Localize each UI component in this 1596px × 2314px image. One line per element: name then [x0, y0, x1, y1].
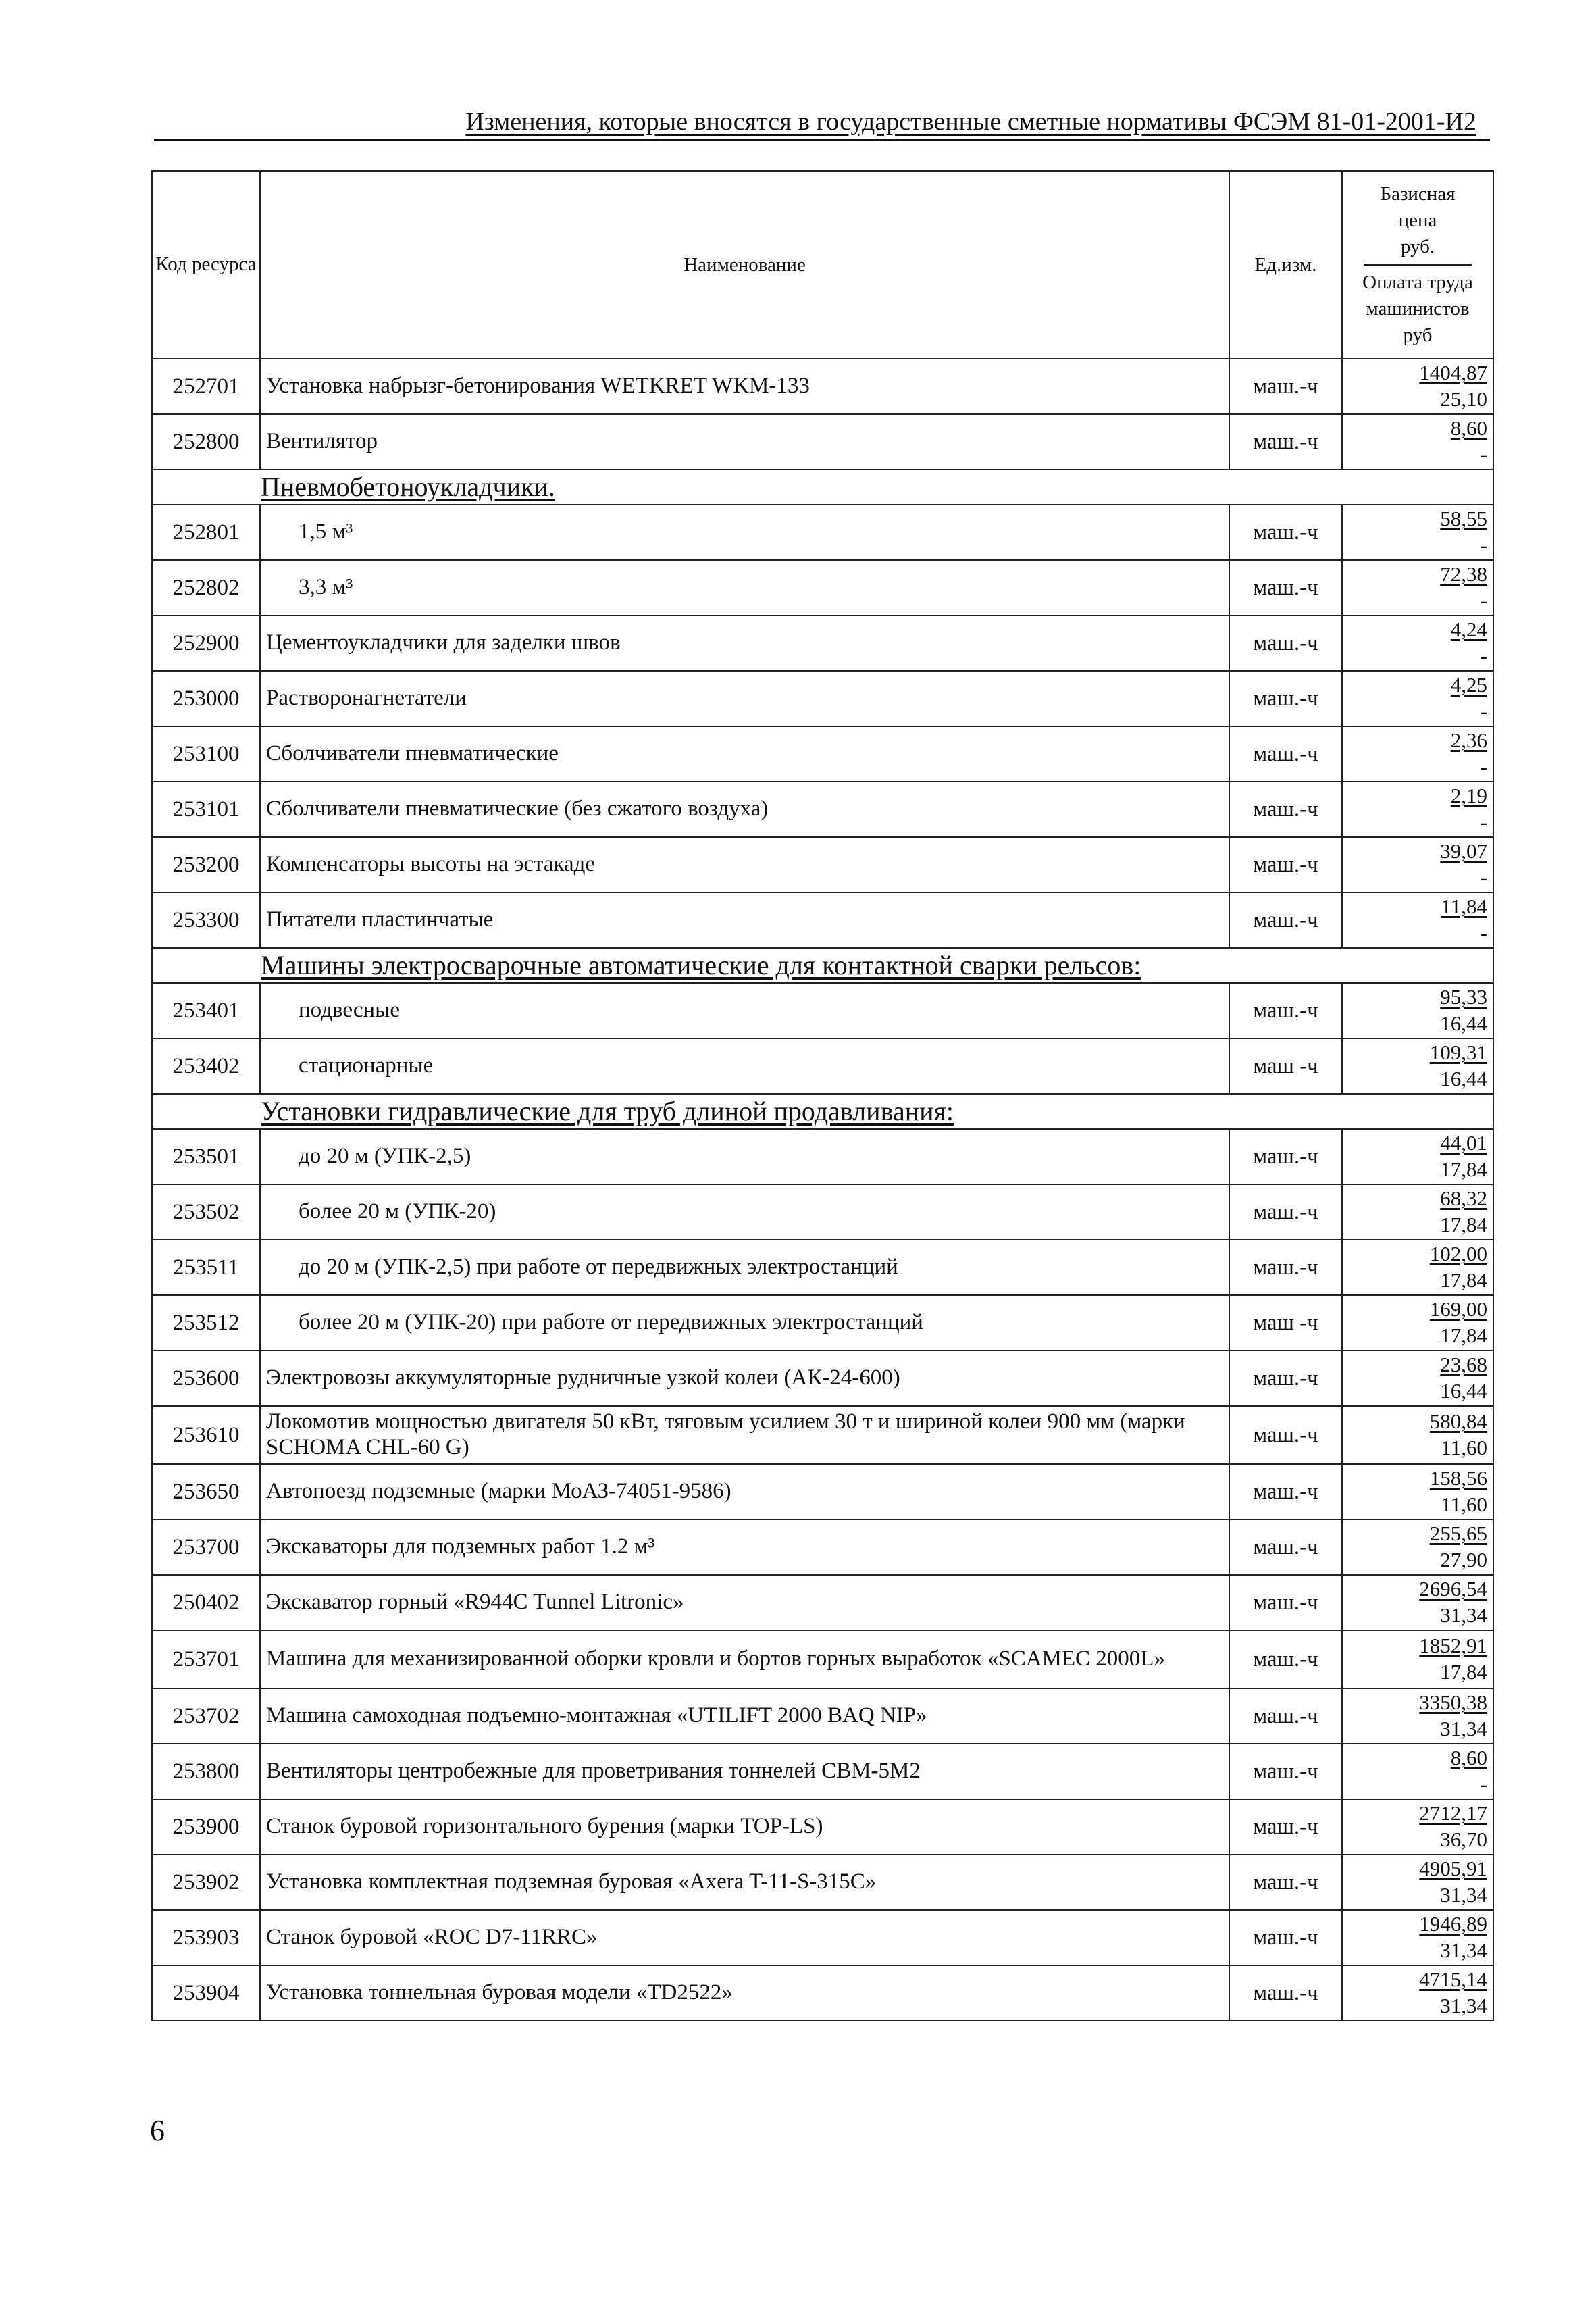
resource-unit: маш.-ч — [1229, 414, 1342, 470]
resource-name: 3,3 м³ — [260, 560, 1229, 615]
operator-pay: 11,60 — [1441, 1436, 1487, 1459]
price-cell — [1342, 1855, 1493, 1910]
col-header-price-line-1: Базисная — [1380, 182, 1456, 205]
resource-code: 253702 — [152, 1688, 260, 1744]
resource-name: стационарные — [260, 1038, 1229, 1094]
price-cell — [1342, 505, 1493, 560]
operator-pay: - — [1480, 1772, 1487, 1796]
group-heading: Машины электросварочные автоматические для контактной сварки рельсов: — [261, 950, 1141, 980]
base-price: 2,19 — [1450, 784, 1487, 808]
table-row — [152, 1688, 1493, 1744]
resource-code: 252800 — [152, 414, 260, 470]
resource-name: Машина самоходная подъемно-монтажная «UTILIFT 2000 BAQ NIP» — [260, 1688, 1229, 1744]
resource-table — [151, 170, 1494, 2021]
base-price: 4,24 — [1450, 618, 1487, 642]
resource-name: Экскаватор горный «R944C Tunnel Litronic» — [260, 1575, 1229, 1630]
operator-pay: 16,44 — [1440, 1067, 1487, 1090]
resource-code: 253100 — [152, 726, 260, 782]
col-header-separator — [1364, 264, 1472, 266]
table-row — [152, 1464, 1493, 1519]
resource-name: Сболчиватели пневматические (без сжатого воздуха) — [260, 782, 1229, 837]
table-row — [152, 1240, 1493, 1295]
base-price: 102,00 — [1429, 1242, 1487, 1266]
resource-name: Установка тоннельная буровая модели «TD2522» — [260, 1965, 1229, 2021]
price-cell — [1342, 1519, 1493, 1575]
resource-name: Экскаваторы для подземных работ 1.2 м³ — [260, 1519, 1229, 1575]
operator-pay: 36,70 — [1440, 1828, 1487, 1851]
resource-code: 252701 — [152, 359, 260, 414]
price-cell — [1342, 1688, 1493, 1744]
table-row — [152, 1744, 1493, 1799]
resource-code: 253900 — [152, 1799, 260, 1855]
table-row — [152, 1351, 1493, 1406]
resource-unit: маш -ч — [1229, 1295, 1342, 1351]
resource-name: Машина для механизированной оборки кровли и бортов горных выработок «SCAMEC 2000L» — [260, 1630, 1229, 1688]
resource-code: 253101 — [152, 782, 260, 837]
col-header-price — [1342, 171, 1493, 359]
price-cell — [1342, 1184, 1493, 1240]
table-group-row — [152, 1094, 1493, 1129]
resource-unit: маш.-ч — [1229, 1855, 1342, 1910]
header-title: Изменения, которые вносятся в государственные сметные нормативы ФСЭМ 81-01-2001-И2 — [465, 107, 1476, 136]
resource-code: 252802 — [152, 560, 260, 615]
operator-pay: - — [1480, 644, 1487, 668]
table-row — [152, 782, 1493, 837]
table-row — [152, 359, 1493, 414]
col-header-unit — [1229, 171, 1342, 359]
base-price: 4715,14 — [1419, 1967, 1487, 1992]
base-price: 1852,91 — [1419, 1634, 1487, 1658]
resource-code: 253512 — [152, 1295, 260, 1351]
table-row — [152, 1910, 1493, 1965]
resource-code: 253800 — [152, 1744, 260, 1799]
resource-name: Станок буровой «ROC D7-11RRC» — [260, 1910, 1229, 1965]
resource-unit: маш.-ч — [1229, 1519, 1342, 1575]
table-body — [152, 359, 1493, 2021]
base-price: 158,56 — [1429, 1466, 1487, 1490]
resource-unit: маш.-ч — [1229, 1799, 1342, 1855]
price-cell — [1342, 1406, 1493, 1464]
resource-unit: маш.-ч — [1229, 726, 1342, 782]
table-row — [152, 1295, 1493, 1351]
resource-code: 253300 — [152, 892, 260, 948]
page-number: 6 — [150, 2114, 165, 2147]
resource-unit: маш.-ч — [1229, 1184, 1342, 1240]
col-header-price-line-3: руб. — [1400, 235, 1435, 257]
base-price: 1946,89 — [1419, 1912, 1487, 1936]
base-price: 2712,17 — [1419, 1801, 1487, 1826]
col-header-name-label: Наименование — [684, 253, 806, 276]
table-row — [152, 983, 1493, 1038]
col-header-name — [260, 171, 1229, 359]
resource-unit: маш.-ч — [1229, 1406, 1342, 1464]
resource-name: более 20 м (УПК-20) при работе от передвижных электростанций — [260, 1295, 1229, 1351]
resource-code: 253401 — [152, 983, 260, 1038]
operator-pay: 11,60 — [1441, 1492, 1487, 1516]
price-cell — [1342, 782, 1493, 837]
price-cell — [1342, 1965, 1493, 2021]
table-row — [152, 726, 1493, 782]
resource-name: до 20 м (УПК-2,5) — [260, 1129, 1229, 1184]
resource-name: Установка набрызг-бетонирования WETKRET WKM-133 — [260, 359, 1229, 414]
table-group-row — [152, 948, 1493, 983]
price-cell — [1342, 1295, 1493, 1351]
operator-pay: - — [1480, 699, 1487, 723]
base-price: 23,68 — [1440, 1353, 1487, 1377]
resource-name: более 20 м (УПК-20) — [260, 1184, 1229, 1240]
col-header-unit-label: Ед.изм. — [1254, 253, 1317, 276]
base-price: 169,00 — [1429, 1297, 1487, 1322]
operator-pay: 31,34 — [1440, 1994, 1487, 2017]
price-cell — [1342, 671, 1493, 726]
operator-pay: - — [1480, 810, 1487, 834]
base-price: 109,31 — [1429, 1040, 1487, 1065]
price-cell — [1342, 359, 1493, 414]
base-price: 8,60 — [1450, 1746, 1487, 1770]
base-price: 39,07 — [1440, 839, 1487, 863]
resource-name: подвесные — [260, 983, 1229, 1038]
operator-pay: - — [1480, 865, 1487, 889]
resource-code: 253501 — [152, 1129, 260, 1184]
operator-pay: 31,34 — [1440, 1717, 1487, 1740]
group-heading-cell — [152, 1094, 1493, 1129]
group-heading-cell — [152, 948, 1493, 983]
resource-name: 1,5 м³ — [260, 505, 1229, 560]
table-row — [152, 1575, 1493, 1630]
price-cell — [1342, 1744, 1493, 1799]
price-cell — [1342, 560, 1493, 615]
operator-pay: - — [1480, 443, 1487, 466]
base-price: 4,25 — [1450, 673, 1487, 697]
table-row — [152, 615, 1493, 671]
resource-unit: маш.-ч — [1229, 1688, 1342, 1744]
base-price: 11,84 — [1441, 895, 1487, 919]
resource-name: до 20 м (УПК-2,5) при работе от передвижных электростанций — [260, 1240, 1229, 1295]
table-row — [152, 560, 1493, 615]
col-header-code-label: Код ресурса — [155, 253, 257, 276]
operator-pay: - — [1480, 755, 1487, 778]
resource-name: Компенсаторы высоты на эстакаде — [260, 837, 1229, 892]
resource-name: Растворонагнетатели — [260, 671, 1229, 726]
resource-code: 253700 — [152, 1519, 260, 1575]
table-row — [152, 1184, 1493, 1240]
resource-code: 253610 — [152, 1406, 260, 1464]
operator-pay: 17,84 — [1440, 1268, 1487, 1292]
price-cell — [1342, 414, 1493, 470]
resource-name: Станок буровой горизонтального бурения (марки TOP-LS) — [260, 1799, 1229, 1855]
resource-unit: маш.-ч — [1229, 671, 1342, 726]
resource-code: 252900 — [152, 615, 260, 671]
price-cell — [1342, 1575, 1493, 1630]
price-cell — [1342, 1038, 1493, 1094]
operator-pay: 31,34 — [1440, 1883, 1487, 1907]
base-price: 44,01 — [1440, 1131, 1487, 1155]
resource-name: Сболчиватели пневматические — [260, 726, 1229, 782]
price-cell — [1342, 726, 1493, 782]
base-price: 580,84 — [1429, 1409, 1487, 1434]
resource-unit: маш.-ч — [1229, 1910, 1342, 1965]
resource-name: Цементоукладчики для заделки швов — [260, 615, 1229, 671]
resource-code: 253904 — [152, 1965, 260, 2021]
resource-unit: маш.-ч — [1229, 1351, 1342, 1406]
table-row — [152, 1406, 1493, 1464]
table-row — [152, 1799, 1493, 1855]
table-row — [152, 671, 1493, 726]
resource-unit: маш.-ч — [1229, 837, 1342, 892]
operator-pay: - — [1480, 921, 1487, 945]
resource-unit: маш.-ч — [1229, 892, 1342, 948]
resource-name: Электровозы аккумуляторные рудничные узкой колеи (АК-24-600) — [260, 1351, 1229, 1406]
resource-unit: маш.-ч — [1229, 1744, 1342, 1799]
resource-unit: маш.-ч — [1229, 1464, 1342, 1519]
resource-code: 253902 — [152, 1855, 260, 1910]
resource-name: Локомотив мощностью двигателя 50 кВт, тяговым усилием 30 т и шириной колеи 900 мм (марки SCHOMA CHL-60 G) — [260, 1406, 1229, 1464]
table-row — [152, 1129, 1493, 1184]
price-cell — [1342, 1464, 1493, 1519]
table-row — [152, 1038, 1493, 1094]
resource-unit: маш.-ч — [1229, 983, 1342, 1038]
resource-code: 253200 — [152, 837, 260, 892]
resource-unit: маш.-ч — [1229, 1129, 1342, 1184]
table-row — [152, 1519, 1493, 1575]
price-cell — [1342, 837, 1493, 892]
base-price: 68,32 — [1440, 1186, 1487, 1211]
resource-unit: маш -ч — [1229, 1038, 1342, 1094]
resource-name: Установка комплектная подземная буровая «Axera T-11-S-315C» — [260, 1855, 1229, 1910]
col-header-pay-line-1: Оплата труда — [1362, 272, 1473, 293]
resource-name: Автопоезд подземные (марки МоАЗ-74051-9586) — [260, 1464, 1229, 1519]
base-price: 255,65 — [1429, 1521, 1487, 1546]
resource-name: Вентиляторы центробежные для проветривания тоннелей СВМ-5М2 — [260, 1744, 1229, 1799]
resource-code: 253402 — [152, 1038, 260, 1094]
base-price: 58,55 — [1440, 507, 1487, 531]
resource-code: 252801 — [152, 505, 260, 560]
operator-pay: 17,84 — [1440, 1660, 1487, 1684]
base-price: 72,38 — [1440, 562, 1487, 586]
table-row — [152, 1965, 1493, 2021]
resource-unit: маш.-ч — [1229, 560, 1342, 615]
base-price: 3350,38 — [1419, 1690, 1487, 1715]
resource-unit: маш.-ч — [1229, 1965, 1342, 2021]
resource-unit: маш.-ч — [1229, 1575, 1342, 1630]
base-price: 2696,54 — [1419, 1577, 1487, 1601]
price-cell — [1342, 1240, 1493, 1295]
price-cell — [1342, 1799, 1493, 1855]
operator-pay: 27,90 — [1440, 1548, 1487, 1571]
group-heading: Установки гидравлические для труб длиной продавливания: — [261, 1096, 954, 1126]
resource-unit: маш.-ч — [1229, 782, 1342, 837]
table-row — [152, 837, 1493, 892]
operator-pay: 31,34 — [1440, 1938, 1487, 1962]
table-row — [152, 1855, 1493, 1910]
operator-pay: 25,10 — [1440, 387, 1487, 411]
price-cell — [1342, 983, 1493, 1038]
resource-code: 253000 — [152, 671, 260, 726]
operator-pay: - — [1480, 588, 1487, 612]
base-price: 4905,91 — [1419, 1857, 1487, 1881]
price-cell — [1342, 1910, 1493, 1965]
operator-pay: 16,44 — [1440, 1011, 1487, 1035]
operator-pay: 17,84 — [1440, 1157, 1487, 1181]
base-price: 8,60 — [1450, 416, 1487, 441]
table-header-row — [152, 171, 1493, 359]
table-row — [152, 414, 1493, 470]
group-heading-cell — [152, 470, 1493, 505]
resource-unit: маш.-ч — [1229, 1240, 1342, 1295]
table-row — [152, 505, 1493, 560]
price-cell — [1342, 615, 1493, 671]
price-cell — [1342, 1630, 1493, 1688]
table-row — [152, 892, 1493, 948]
price-cell — [1342, 1129, 1493, 1184]
operator-pay: - — [1480, 533, 1487, 557]
col-header-pay-line-2: машинистов — [1366, 298, 1470, 320]
resource-unit: маш.-ч — [1229, 615, 1342, 671]
resource-code: 253701 — [152, 1630, 260, 1688]
col-header-code — [152, 171, 260, 359]
col-header-pay-line-3: руб — [1403, 324, 1433, 347]
resource-name: Питатели пластинчатые — [260, 892, 1229, 948]
table-row — [152, 1630, 1493, 1688]
group-heading: Пневмобетоноукладчики. — [261, 472, 555, 502]
price-cell — [1342, 892, 1493, 948]
table-group-row — [152, 470, 1493, 505]
resource-code: 253502 — [152, 1184, 260, 1240]
col-header-price-line-2: цена — [1398, 209, 1437, 231]
operator-pay: 17,84 — [1440, 1324, 1487, 1347]
operator-pay: 17,84 — [1440, 1213, 1487, 1236]
resource-unit: маш.-ч — [1229, 1630, 1342, 1688]
resource-code: 253903 — [152, 1910, 260, 1965]
resource-unit: маш.-ч — [1229, 505, 1342, 560]
operator-pay: 31,34 — [1440, 1603, 1487, 1627]
price-cell — [1342, 1351, 1493, 1406]
base-price: 1404,87 — [1419, 361, 1487, 385]
resource-code: 253650 — [152, 1464, 260, 1519]
resource-name: Вентилятор — [260, 414, 1229, 470]
resource-unit: маш.-ч — [1229, 359, 1342, 414]
page-header — [154, 107, 1490, 141]
resource-code: 253511 — [152, 1240, 260, 1295]
resource-code: 253600 — [152, 1351, 260, 1406]
operator-pay: 16,44 — [1440, 1379, 1487, 1403]
base-price: 2,36 — [1450, 728, 1487, 753]
resource-code: 250402 — [152, 1575, 260, 1630]
base-price: 95,33 — [1440, 985, 1487, 1009]
